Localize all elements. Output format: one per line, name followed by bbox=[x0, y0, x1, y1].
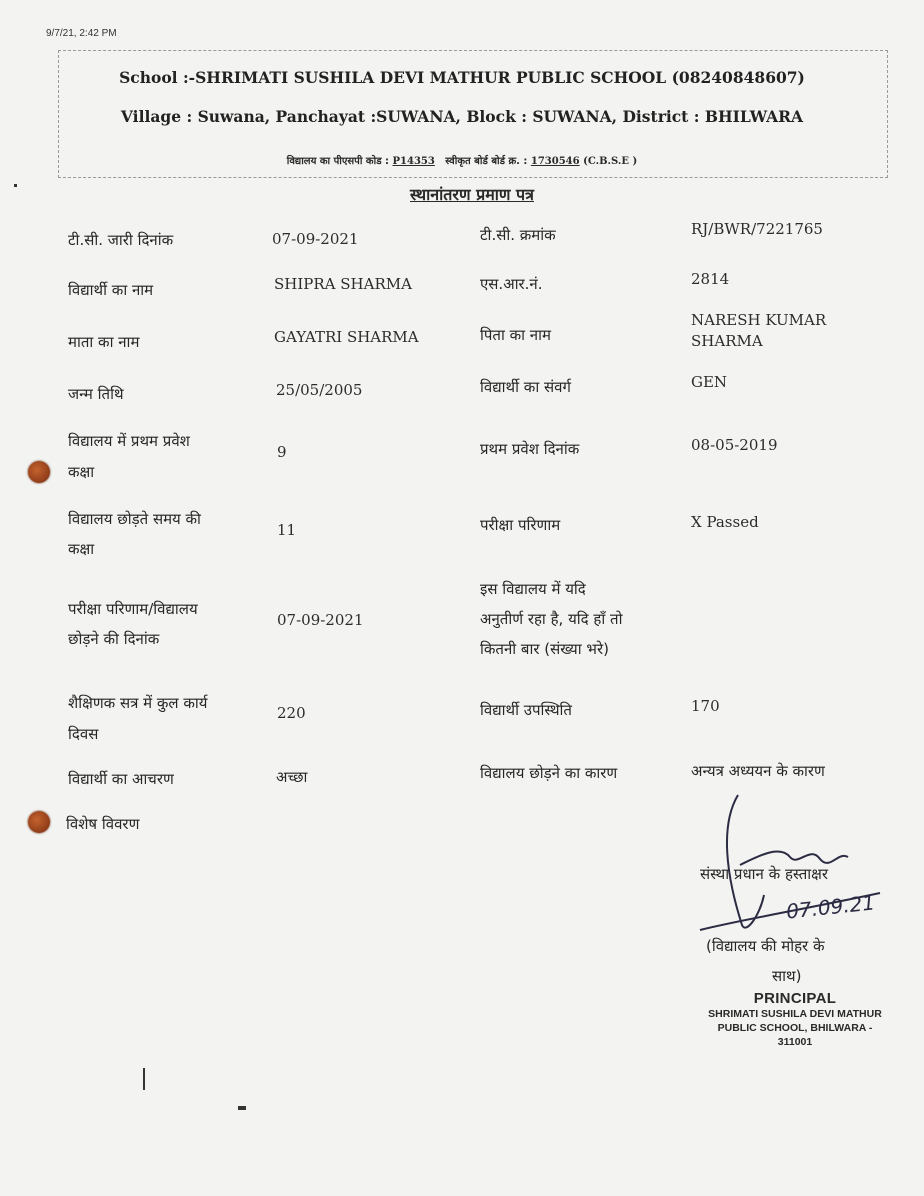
failed-count-label-line3: कितनी बार (संख्या भरे) bbox=[480, 640, 609, 658]
psp-code-value: P14353 bbox=[392, 156, 435, 167]
tc-issue-date-value: 07-09-2021 bbox=[272, 230, 359, 248]
scan-speck bbox=[14, 184, 17, 187]
conduct-value: अच्छा bbox=[276, 768, 308, 786]
student-name-label: विद्यार्थी का नाम bbox=[68, 281, 154, 299]
leaving-class-value: 11 bbox=[277, 521, 297, 539]
scan-speck bbox=[238, 1106, 246, 1110]
signature-label-line3: साथ) bbox=[772, 967, 802, 985]
conduct-label: विद्यार्थी का आचरण bbox=[68, 770, 174, 788]
leaving-class-label-line2: कक्षा bbox=[68, 540, 95, 558]
attendance-value: 170 bbox=[691, 697, 720, 715]
sr-number-label: एस.आर.नं. bbox=[480, 275, 543, 293]
father-name-label: पिता का नाम bbox=[480, 326, 551, 344]
working-days-label-line1: शैक्षिणक सत्र में कुल कार्य bbox=[68, 694, 208, 712]
first-admission-class-value: 9 bbox=[277, 443, 287, 461]
failed-count-label-line1: इस विद्यालय में यदि bbox=[480, 580, 586, 598]
attendance-label: विद्यार्थी उपस्थिति bbox=[480, 701, 572, 719]
document-title: स्थानांतरण प्रमाण पत्र bbox=[410, 185, 534, 204]
student-name-value: SHIPRA SHARMA bbox=[274, 275, 412, 293]
leaving-date-value: 07-09-2021 bbox=[277, 611, 364, 629]
psp-code-label: विद्यालय का पीएसपी कोड : bbox=[286, 156, 390, 167]
working-days-label-line2: दिवस bbox=[68, 725, 99, 743]
handwritten-date: 07.09.21 bbox=[784, 890, 877, 924]
board-code-label: स्वीकृत बोर्ड बोर्ड क्र. : bbox=[445, 156, 528, 167]
principal-school-line2: PUBLIC SCHOOL, BHILWARA - 311001 bbox=[717, 1022, 873, 1048]
tc-number-label: टी.सी. क्रमांक bbox=[480, 226, 556, 244]
exam-result-value: X Passed bbox=[691, 513, 759, 531]
first-admission-class-label-line1: विद्यालय में प्रथम प्रवेश bbox=[68, 432, 190, 450]
leaving-reason-label: विद्यालय छोड़ने का कारण bbox=[480, 764, 618, 782]
exam-result-label: परीक्षा परिणाम bbox=[480, 516, 561, 534]
first-admission-class-label-line2: कक्षा bbox=[68, 463, 95, 481]
leaving-date-label-line2: छोड़ने की दिनांक bbox=[68, 630, 160, 648]
tc-issue-date-label: टी.सी. जारी दिनांक bbox=[68, 231, 174, 249]
print-timestamp: 9/7/21, 2:42 PM bbox=[46, 28, 117, 39]
signature-label-line2: (विद्यालय की मोहर के bbox=[706, 937, 825, 955]
school-name: School :-SHRIMATI SUSHILA DEVI MATHUR PUBLIC SCHOOL (08240848607) bbox=[119, 68, 805, 87]
mother-name-value: GAYATRI SHARMA bbox=[274, 328, 419, 346]
scan-speck bbox=[143, 1068, 145, 1090]
category-label: विद्यार्थी का संवर्ग bbox=[480, 378, 571, 396]
school-address: Village : Suwana, Panchayat :SUWANA, Block : SUWANA, District : BHILWARA bbox=[120, 107, 804, 126]
father-name-value-line2: SHARMA bbox=[691, 332, 763, 350]
leaving-reason-value: अन्यत्र अध्ययन के कारण bbox=[691, 762, 825, 780]
principal-title: PRINCIPAL bbox=[753, 990, 837, 1007]
tc-number-value: RJ/BWR/7221765 bbox=[691, 220, 823, 238]
signature-label-line1: संस्था प्रधान के हस्ताक्षर bbox=[700, 865, 829, 883]
principal-seal bbox=[700, 990, 890, 1049]
failed-count-label-line2: अनुतीर्ण रहा है, यदि हाँ तो bbox=[480, 610, 623, 628]
dob-label: जन्म तिथि bbox=[68, 385, 124, 403]
board-code-value: 1730546 bbox=[530, 156, 580, 167]
leaving-date-label-line1: परीक्षा परिणाम/विद्यालय bbox=[68, 600, 198, 618]
dob-value: 25/05/2005 bbox=[276, 381, 363, 399]
board-name: (C.B.S.E ) bbox=[583, 156, 638, 167]
remarks-label: विशेष विवरण bbox=[66, 815, 140, 833]
sr-number-value: 2814 bbox=[691, 270, 730, 288]
first-admission-date-label: प्रथम प्रवेश दिनांक bbox=[480, 440, 580, 458]
principal-school-line1: SHRIMATI SUSHILA DEVI MATHUR bbox=[708, 1008, 882, 1020]
mother-name-label: माता का नाम bbox=[68, 333, 140, 351]
father-name-value-line1: NARESH KUMAR bbox=[691, 311, 827, 329]
leaving-class-label-line1: विद्यालय छोड़ते समय की bbox=[68, 510, 201, 528]
punch-hole-icon bbox=[28, 811, 50, 833]
first-admission-date-value: 08-05-2019 bbox=[691, 436, 778, 454]
school-codes bbox=[0, 153, 924, 167]
category-value: GEN bbox=[691, 373, 728, 391]
punch-hole-icon bbox=[28, 461, 50, 483]
working-days-value: 220 bbox=[277, 704, 306, 722]
